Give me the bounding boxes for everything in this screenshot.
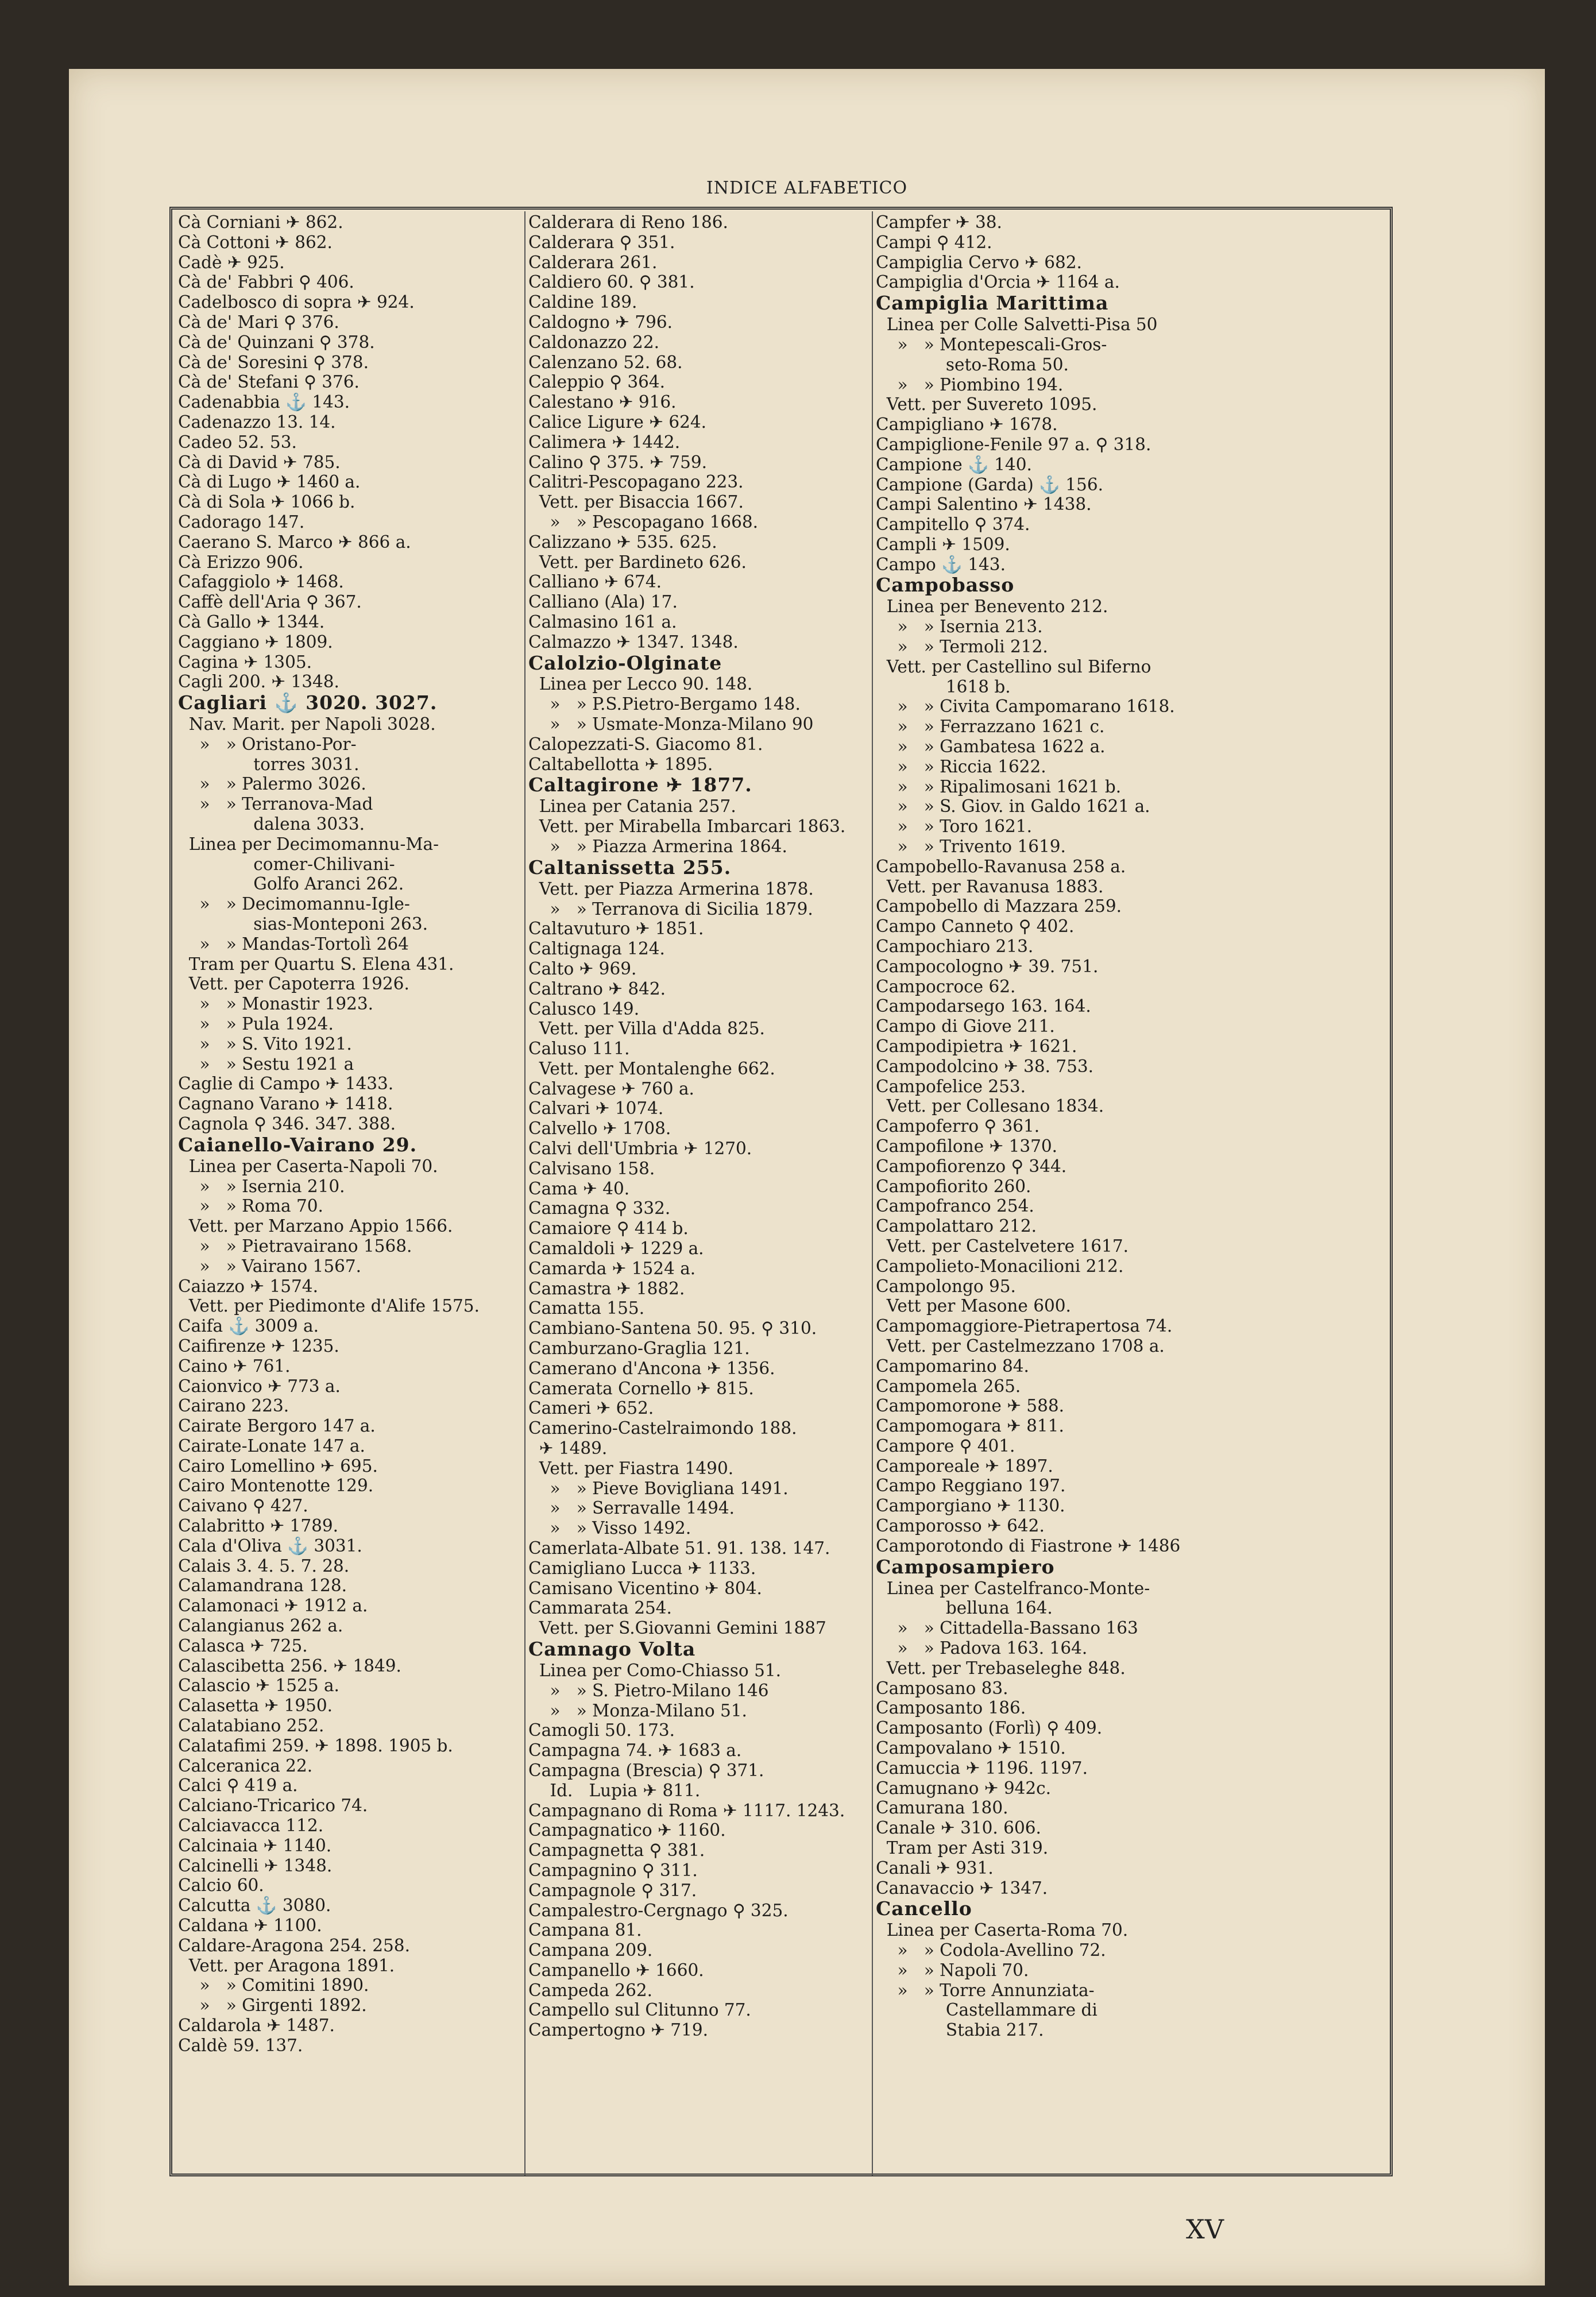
index-entry: Caianello-Vairano 29. xyxy=(178,1133,418,1156)
index-entry: Castellammare di xyxy=(876,2000,1098,2020)
index-entry: Calizzano ✈ 535. 625. xyxy=(528,532,717,552)
index-entry: Camposanto (Forlì) ⚲ 409. xyxy=(876,1718,1103,1738)
index-entry: Cadorago 147. xyxy=(178,512,305,532)
index-entry: Calestano ✈ 916. xyxy=(528,392,677,412)
index-entry: Camporeale ✈ 1897. xyxy=(876,1456,1053,1476)
index-entry: Campochiaro 213. xyxy=(876,936,1034,956)
index-entry: Cafaggiolo ✈ 1468. xyxy=(178,572,344,592)
index-entry: Cadenabbia ⚓ 143. xyxy=(178,392,350,412)
index-entry: » » Trivento 1619. xyxy=(876,836,1066,856)
index-entry: Camerino-Castelraimondo 188. xyxy=(528,1418,797,1438)
index-entry: Campione (Garda) ⚓ 156. xyxy=(876,474,1103,494)
index-entry: Cà Corniani ✈ 862. xyxy=(178,212,343,232)
index-entry: » » S. Giov. in Galdo 1621 a. xyxy=(876,796,1150,817)
index-entry: Camarda ✈ 1524 a. xyxy=(528,1258,696,1278)
index-entry: Cadeo 52. 53. xyxy=(178,432,297,452)
index-entry: Campodolcino ✈ 38. 753. xyxy=(876,1056,1094,1076)
index-entry: Calopezzati-S. Giacomo 81. xyxy=(528,734,763,754)
index-entry: Calamandrana 128. xyxy=(178,1576,347,1596)
index-entry: Campello sul Clitunno 77. xyxy=(528,2000,751,2020)
index-entry: Caifa ⚓ 3009 a. xyxy=(178,1316,319,1336)
index-entry: Campalestro-Cergnago ⚲ 325. xyxy=(528,1900,789,1920)
index-entry: Cà Gallo ✈ 1344. xyxy=(178,612,325,632)
index-entry: » » Piazza Armerina 1864. xyxy=(528,836,787,856)
index-entry: Camatta 155. xyxy=(528,1298,645,1318)
index-entry: Cama ✈ 40. xyxy=(528,1178,630,1198)
index-entry: Calderara 261. xyxy=(528,252,658,272)
index-entry: Calusco 149. xyxy=(528,999,640,1019)
index-entry: » » Roma 70. xyxy=(178,1196,323,1216)
index-entry: » » Riccia 1622. xyxy=(876,756,1046,776)
index-entry: Vett. per Piedimonte d'Alife 1575. xyxy=(178,1296,480,1316)
index-entry: Vett. per Castelmezzano 1708 a. xyxy=(876,1336,1165,1356)
index-entry: sias-Monteponi 263. xyxy=(178,914,428,934)
index-entry: Cagina ✈ 1305. xyxy=(178,652,312,672)
index-entry: Campo di Giove 211. xyxy=(876,1016,1055,1037)
index-entry: ✈ 1489. xyxy=(528,1438,608,1459)
index-entry: Vett. per Collesano 1834. xyxy=(876,1096,1104,1116)
index-entry: Campigliano ✈ 1678. xyxy=(876,415,1058,435)
index-entry: Caluso 111. xyxy=(528,1039,630,1059)
index-column-1 xyxy=(178,212,517,2056)
index-entry: Campofiorenzo ⚲ 344. xyxy=(876,1156,1067,1176)
index-entry: Camposano 83. xyxy=(876,1678,1008,1698)
index-entry: torres 3031. xyxy=(178,754,360,774)
index-entry: Camuccia ✈ 1196. 1197. xyxy=(876,1758,1088,1778)
index-entry: Cairano 223. xyxy=(178,1396,289,1416)
index-entry: Campertogno ✈ 719. xyxy=(528,2020,708,2040)
index-entry: Calatafimi 259. ✈ 1898. 1905 b. xyxy=(178,1735,453,1755)
index-entry: » » Toro 1621. xyxy=(876,817,1032,837)
index-entry: Campomarino 84. xyxy=(876,1356,1029,1376)
index-entry: Campovalano ✈ 1510. xyxy=(876,1738,1066,1758)
index-entry: Vett. per Aragona 1891. xyxy=(178,1955,395,1975)
index-entry: belluna 164. xyxy=(876,1598,1053,1618)
index-entry: Camnago Volta xyxy=(528,1638,696,1660)
index-entry: » » Girgenti 1892. xyxy=(178,1996,367,2016)
index-entry: Calangianus 262 a. xyxy=(178,1616,343,1636)
index-entry: Calliano ✈ 674. xyxy=(528,572,662,592)
index-entry: Vett. per Suvereto 1095. xyxy=(876,395,1098,415)
index-entry: Camugnano ✈ 942c. xyxy=(876,1778,1052,1798)
index-entry: Caldogno ✈ 796. xyxy=(528,312,673,332)
index-entry: Vett. per Marzano Appio 1566. xyxy=(178,1216,453,1236)
index-entry: Campolongo 95. xyxy=(876,1276,1016,1296)
index-entry: Caionvico ✈ 773 a. xyxy=(178,1376,341,1396)
index-entry: Calcutta ⚓ 3080. xyxy=(178,1896,331,1916)
index-entry: » » Ferrazzano 1621 c. xyxy=(876,717,1105,737)
index-entry: Vett. per S.Giovanni Gemini 1887 xyxy=(528,1618,826,1638)
index-entry: » » S. Vito 1921. xyxy=(178,1034,352,1054)
index-entry: Calciavacca 112. xyxy=(178,1816,324,1836)
index-entry: Calcinaia ✈ 1140. xyxy=(178,1835,332,1855)
index-entry: » » Pula 1924. xyxy=(178,1014,334,1034)
index-entry: Linea per Catania 257. xyxy=(528,796,736,817)
index-entry: » » Decimomannu-Igle- xyxy=(178,894,410,914)
index-entry: Campagna (Brescia) ⚲ 371. xyxy=(528,1760,764,1780)
index-entry: Caltanissetta 255. xyxy=(528,856,732,879)
index-entry: Golfo Aranci 262. xyxy=(178,874,404,894)
index-entry: Vett. per Mirabella Imbarcari 1863. xyxy=(528,817,846,837)
index-entry: » » Piombino 194. xyxy=(876,374,1064,395)
index-entry: Canavaccio ✈ 1347. xyxy=(876,1878,1048,1898)
index-entry: Cagli 200. ✈ 1348. xyxy=(178,672,339,692)
index-entry: Calmazzo ✈ 1347. 1348. xyxy=(528,632,739,652)
index-entry: Caino ✈ 761. xyxy=(178,1356,291,1376)
index-entry: Cagnola ⚲ 346. 347. 388. xyxy=(178,1114,396,1134)
index-entry: Caldare-Aragona 254. 258. xyxy=(178,1935,410,1955)
index-entry: Vett per Masone 600. xyxy=(876,1296,1071,1316)
index-entry: Calceranica 22. xyxy=(178,1755,313,1776)
index-entry: » » Napoli 70. xyxy=(876,1960,1029,1980)
index-entry: Campi Salentino ✈ 1438. xyxy=(876,494,1092,515)
index-entry: Calino ⚲ 375. ✈ 759. xyxy=(528,452,707,472)
index-entry: Campomaggiore-Pietrapertosa 74. xyxy=(876,1316,1173,1336)
index-entry: Calais 3. 4. 5. 7. 28. xyxy=(178,1556,350,1576)
index-entry: » » Civita Campomarano 1618. xyxy=(876,697,1175,717)
column-rule-1 xyxy=(524,211,525,2175)
index-entry: Campomela 265. xyxy=(876,1376,1021,1396)
index-entry: Linea per Colle Salvetti-Pisa 50 xyxy=(876,315,1158,335)
index-entry: » » Usmate-Monza-Milano 90 xyxy=(528,714,814,734)
index-entry: Calabritto ✈ 1789. xyxy=(178,1516,338,1536)
index-entry: Calascibetta 256. ✈ 1849. xyxy=(178,1656,401,1676)
index-entry: Campofranco 254. xyxy=(876,1196,1034,1216)
index-entry: Campiglione-Fenile 97 a. ⚲ 318. xyxy=(876,434,1151,454)
index-entry: Cagnano Varano ✈ 1418. xyxy=(178,1094,393,1114)
index-entry: Caggiano ✈ 1809. xyxy=(178,632,333,652)
index-entry: dalena 3033. xyxy=(178,814,365,834)
index-entry: Campitello ⚲ 374. xyxy=(876,515,1030,535)
index-entry: comer-Chilivani- xyxy=(178,854,395,874)
index-entry: Calolzio-Olginate xyxy=(528,651,722,674)
index-entry: Calvi dell'Umbria ✈ 1270. xyxy=(528,1139,752,1159)
index-entry: Cà di David ✈ 785. xyxy=(178,452,341,472)
index-entry: Vett. per Capoterra 1926. xyxy=(178,974,409,994)
index-entry: Campocologno ✈ 39. 751. xyxy=(876,956,1099,976)
index-entry: Calliano (Ala) 17. xyxy=(528,592,678,612)
index-entry: Cancello xyxy=(876,1897,972,1920)
index-entry: Cambiano-Santena 50. 95. ⚲ 310. xyxy=(528,1318,817,1339)
index-entry: Cagliari ⚓ 3020. 3027. xyxy=(178,691,438,714)
index-entry: Caldiero 60. ⚲ 381. xyxy=(528,272,695,292)
index-entry: Campagnole ⚲ 317. xyxy=(528,1880,697,1900)
index-entry: Cà di Sola ✈ 1066 b. xyxy=(178,492,355,512)
index-entry: Calderara ⚲ 351. xyxy=(528,232,675,252)
index-entry: Campofiorito 260. xyxy=(876,1176,1031,1196)
index-entry: Caltavuturo ✈ 1851. xyxy=(528,919,704,939)
index-entry: Linea per Decimomannu-Ma- xyxy=(178,834,439,854)
index-entry: Cairo Montenotte 129. xyxy=(178,1476,374,1496)
index-entry: Cà de' Stefani ⚲ 376. xyxy=(178,372,360,392)
index-entry: Campagna 74. ✈ 1683 a. xyxy=(528,1741,742,1761)
index-entry: Caiazzo ✈ 1574. xyxy=(178,1276,318,1296)
index-entry: Cà di Lugo ✈ 1460 a. xyxy=(178,472,361,492)
index-entry: » » P.S.Pietro-Bergamo 148. xyxy=(528,694,801,714)
index-entry: Vett. per Piazza Armerina 1878. xyxy=(528,879,814,899)
index-entry: Calcio 60. xyxy=(178,1876,264,1896)
index-entry: » » Codola-Avellino 72. xyxy=(876,1940,1106,1960)
index-entry: Caltrano ✈ 842. xyxy=(528,979,666,999)
index-entry: Campi ⚲ 412. xyxy=(876,232,992,252)
index-entry: » » Mandas-Tortolì 264 xyxy=(178,934,409,954)
index-entry: Campagnatico ✈ 1160. xyxy=(528,1820,726,1840)
index-column-2 xyxy=(528,212,876,2040)
index-entry: Tram per Asti 319. xyxy=(876,1838,1049,1858)
index-entry: » » Gambatesa 1622 a. xyxy=(876,737,1106,756)
index-entry: Camogli 50. 173. xyxy=(528,1720,675,1741)
index-entry: Id. Lupia ✈ 811. xyxy=(528,1780,701,1800)
index-entry: Camburzano-Graglia 121. xyxy=(528,1339,750,1359)
index-entry: Vett. per Trebaseleghe 848. xyxy=(876,1658,1126,1678)
index-entry: » » Palermo 3026. xyxy=(178,774,366,794)
index-entry: Campocroce 62. xyxy=(876,976,1016,996)
index-entry: Linea per Caserta-Napoli 70. xyxy=(178,1156,438,1176)
index-entry: Calascio ✈ 1525 a. xyxy=(178,1676,339,1696)
index-entry: Calitri-Pescopagano 223. xyxy=(528,472,744,492)
index-entry: Vett. per Castellino sul Biferno xyxy=(876,656,1151,676)
index-entry: Campomorone ✈ 588. xyxy=(876,1396,1064,1416)
index-entry: Camaiore ⚲ 414 b. xyxy=(528,1219,689,1239)
index-entry: Camposanto 186. xyxy=(876,1698,1026,1718)
index-entry: Caleppio ⚲ 364. xyxy=(528,372,666,392)
index-entry: Calenzano 52. 68. xyxy=(528,352,683,372)
index-entry: Camerano d'Ancona ✈ 1356. xyxy=(528,1358,775,1378)
index-entry: Calasca ✈ 725. xyxy=(178,1635,308,1656)
index-entry: Vett. per Fiastra 1490. xyxy=(528,1458,734,1478)
index-entry: Calimera ✈ 1442. xyxy=(528,432,681,452)
index-entry: Caldarola ✈ 1487. xyxy=(178,2016,335,2035)
index-entry: Vett. per Bisaccia 1667. xyxy=(528,492,744,512)
index-entry: » » Padova 163. 164. xyxy=(876,1638,1088,1658)
index-entry: Cà Erizzo 906. xyxy=(178,552,304,572)
index-entry: Linea per Benevento 212. xyxy=(876,597,1108,617)
index-entry: Caivano ⚲ 427. xyxy=(178,1496,308,1516)
index-entry: Camposampiero xyxy=(876,1555,1055,1578)
index-entry: Campoferro ⚲ 361. xyxy=(876,1116,1040,1136)
index-entry: Cairo Lomellino ✈ 695. xyxy=(178,1456,378,1476)
index-entry: Calasetta ✈ 1950. xyxy=(178,1696,333,1716)
index-entry: Stabia 217. xyxy=(876,2020,1044,2040)
index-entry: Campana 81. xyxy=(528,1920,642,1940)
index-entry: Campo Reggiano 197. xyxy=(876,1476,1066,1496)
index-entry: Calvello ✈ 1708. xyxy=(528,1119,671,1139)
index-entry: Caltignaga 124. xyxy=(528,939,665,959)
index-entry: Caifirenze ✈ 1235. xyxy=(178,1336,339,1356)
index-entry: Campagnino ⚲ 311. xyxy=(528,1860,698,1880)
index-entry: Camigliano Lucca ✈ 1133. xyxy=(528,1558,756,1578)
index-entry: Campiglia Marittima xyxy=(876,292,1109,315)
index-entry: Camerata Cornello ✈ 815. xyxy=(528,1378,754,1398)
index-entry: Cadè ✈ 925. xyxy=(178,252,285,272)
index-entry: Cammarata 254. xyxy=(528,1598,672,1618)
index-entry: Calatabiano 252. xyxy=(178,1716,324,1736)
index-column-3 xyxy=(876,212,1220,2040)
index-entry: Camastra ✈ 1882. xyxy=(528,1278,685,1298)
index-entry: Campofelice 253. xyxy=(876,1076,1026,1096)
index-entry: Campo ⚓ 143. xyxy=(876,554,1006,574)
index-entry: Camporosso ✈ 642. xyxy=(876,1516,1045,1536)
index-entry: Campobasso xyxy=(876,574,1015,597)
index-entry: Vett. per Bardineto 626. xyxy=(528,552,747,572)
index-entry: Caldonazzo 22. xyxy=(528,332,659,352)
index-entry: » » Montepescali-Gros- xyxy=(876,334,1107,354)
index-entry: Caffè dell'Aria ⚲ 367. xyxy=(178,592,362,612)
index-entry: Campiglia d'Orcia ✈ 1164 a. xyxy=(876,272,1120,292)
index-entry: Caglie di Campo ✈ 1433. xyxy=(178,1074,394,1094)
index-entry: Caldine 189. xyxy=(528,292,637,312)
index-entry: » » Pieve Bovigliana 1491. xyxy=(528,1478,789,1498)
page-sheet xyxy=(69,69,1545,2286)
index-entry: Campanello ✈ 1660. xyxy=(528,1960,704,1980)
index-entry: » » Comitini 1890. xyxy=(178,1975,369,1996)
index-entry: Camurana 180. xyxy=(876,1798,1008,1818)
index-entry: » » Isernia 213. xyxy=(876,617,1043,637)
index-entry: Tram per Quartu S. Elena 431. xyxy=(178,954,454,974)
index-entry: Cà Cottoni ✈ 862. xyxy=(178,232,333,252)
index-entry: Campolattaro 212. xyxy=(876,1216,1037,1236)
index-entry: Calice Ligure ✈ 624. xyxy=(528,412,707,432)
index-entry: Cà de' Fabbri ⚲ 406. xyxy=(178,272,354,292)
index-entry: Cà de' Soresini ⚲ 378. xyxy=(178,352,369,372)
index-entry: Camerlata-Albate 51. 91. 138. 147. xyxy=(528,1538,830,1559)
index-entry: Campobello di Mazzara 259. xyxy=(876,896,1122,917)
index-entry: Vett. per Castelvetere 1617. xyxy=(876,1236,1129,1256)
index-entry: Caltagirone ✈ 1877. xyxy=(528,774,752,796)
index-entry: » » Isernia 210. xyxy=(178,1176,345,1196)
index-entry: » » Termoli 212. xyxy=(876,637,1048,657)
index-entry: Vett. per Ravanusa 1883. xyxy=(876,876,1104,896)
index-entry: Caltabellotta ✈ 1895. xyxy=(528,754,713,774)
index-entry: Calvisano 158. xyxy=(528,1158,655,1178)
index-entry: Campiglia Cervo ✈ 682. xyxy=(876,252,1082,272)
index-entry: Nav. Marit. per Napoli 3028. xyxy=(178,714,436,734)
index-entry: Camaldoli ✈ 1229 a. xyxy=(528,1239,704,1259)
index-entry: seto-Roma 50. xyxy=(876,354,1069,374)
index-entry: » » Terranova di Sicilia 1879. xyxy=(528,899,813,919)
index-entry: Vett. per Villa d'Adda 825. xyxy=(528,1019,765,1039)
index-entry: Calvagese ✈ 760 a. xyxy=(528,1078,694,1099)
index-entry: Cameri ✈ 652. xyxy=(528,1398,654,1418)
index-entry: » » Serravalle 1494. xyxy=(528,1498,735,1518)
index-entry: » » Ripalimosani 1621 b. xyxy=(876,776,1122,796)
index-entry: Cà de' Mari ⚲ 376. xyxy=(178,312,339,332)
index-entry: Vett. per Montalenghe 662. xyxy=(528,1058,775,1078)
index-entry: Calamonaci ✈ 1912 a. xyxy=(178,1596,368,1616)
index-entry: » » Sestu 1921 a xyxy=(178,1054,354,1074)
index-entry: » » Vairano 1567. xyxy=(178,1256,362,1276)
index-entry: Campomogara ✈ 811. xyxy=(876,1416,1064,1436)
index-entry: Caldana ✈ 1100. xyxy=(178,1916,322,1936)
index-entry: Campli ✈ 1509. xyxy=(876,534,1010,554)
index-entry: Caerano S. Marco ✈ 866 a. xyxy=(178,532,411,552)
index-entry: » » Pietravairano 1568. xyxy=(178,1236,412,1256)
index-entry: » » Torre Annunziata- xyxy=(876,1980,1095,2000)
index-entry: Campofilone ✈ 1370. xyxy=(876,1136,1058,1156)
index-entry: » » Visso 1492. xyxy=(528,1518,691,1538)
index-entry: Linea per Castelfranco-Monte- xyxy=(876,1578,1150,1598)
index-entry: Canale ✈ 310. 606. xyxy=(876,1818,1041,1838)
index-entry: Calci ⚲ 419 a. xyxy=(178,1776,298,1796)
index-entry: Linea per Lecco 90. 148. xyxy=(528,674,753,694)
index-entry: Calvari ✈ 1074. xyxy=(528,1099,664,1119)
index-entry: Campodipietra ✈ 1621. xyxy=(876,1036,1077,1056)
index-entry: Campagnano di Roma ✈ 1117. 1243. xyxy=(528,1800,845,1820)
index-entry: Campodarsego 163. 164. xyxy=(876,996,1091,1016)
index-entry: Calto ✈ 969. xyxy=(528,958,637,979)
index-entry: Campo Canneto ⚲ 402. xyxy=(876,917,1075,937)
index-entry: Linea per Como-Chiasso 51. xyxy=(528,1660,781,1680)
index-entry: » » Pescopagano 1668. xyxy=(528,512,759,532)
index-entry: Cadelbosco di sopra ✈ 924. xyxy=(178,292,415,312)
page-header: INDICE ALFABETICO xyxy=(706,178,908,198)
index-entry: » » S. Pietro-Milano 146 xyxy=(528,1680,769,1700)
index-entry: Campore ⚲ 401. xyxy=(876,1436,1015,1456)
index-entry: Campfer ✈ 38. xyxy=(876,212,1002,232)
index-entry: Campagnetta ⚲ 381. xyxy=(528,1840,705,1861)
index-entry: Cairate-Lonate 147 a. xyxy=(178,1436,365,1456)
index-entry: Camporgiano ✈ 1130. xyxy=(876,1496,1065,1516)
index-entry: Campolieto-Monacilioni 212. xyxy=(876,1256,1124,1276)
index-entry: Camporotondo di Fiastrone ✈ 1486 xyxy=(876,1536,1181,1556)
index-entry: Campeda 262. xyxy=(528,1980,653,2000)
index-entry: Calcinelli ✈ 1348. xyxy=(178,1855,333,1876)
index-entry: 1618 b. xyxy=(876,676,1011,697)
index-entry: Cadenazzo 13. 14. xyxy=(178,412,336,432)
index-entry: Calciano-Tricarico 74. xyxy=(178,1796,368,1816)
index-entry: Cà de' Quinzani ⚲ 378. xyxy=(178,332,375,352)
page-number: XV xyxy=(1186,2214,1224,2245)
index-entry: Caldè 59. 137. xyxy=(178,2035,303,2055)
index-entry: Cairate Bergoro 147 a. xyxy=(178,1416,376,1436)
index-entry: Linea per Caserta-Roma 70. xyxy=(876,1920,1129,1940)
index-entry: Camagna ⚲ 332. xyxy=(528,1198,671,1219)
index-entry: » » Monastir 1923. xyxy=(178,994,374,1014)
index-entry: » » Oristano-Por- xyxy=(178,734,357,754)
index-entry: » » Cittadella-Bassano 163 xyxy=(876,1618,1138,1638)
index-entry: » » Terranova-Mad xyxy=(178,794,373,814)
index-entry: Campione ⚓ 140. xyxy=(876,454,1032,474)
index-entry: Camisano Vicentino ✈ 804. xyxy=(528,1578,762,1598)
index-entry: Cala d'Oliva ⚓ 3031. xyxy=(178,1536,362,1556)
index-entry: » » Monza-Milano 51. xyxy=(528,1700,747,1720)
index-entry: Campobello-Ravanusa 258 a. xyxy=(876,856,1126,876)
index-entry: Canali ✈ 931. xyxy=(876,1858,994,1878)
index-entry: Calderara di Reno 186. xyxy=(528,212,728,232)
index-entry: Calmasino 161 a. xyxy=(528,612,677,632)
index-entry: Campana 209. xyxy=(528,1940,653,1960)
